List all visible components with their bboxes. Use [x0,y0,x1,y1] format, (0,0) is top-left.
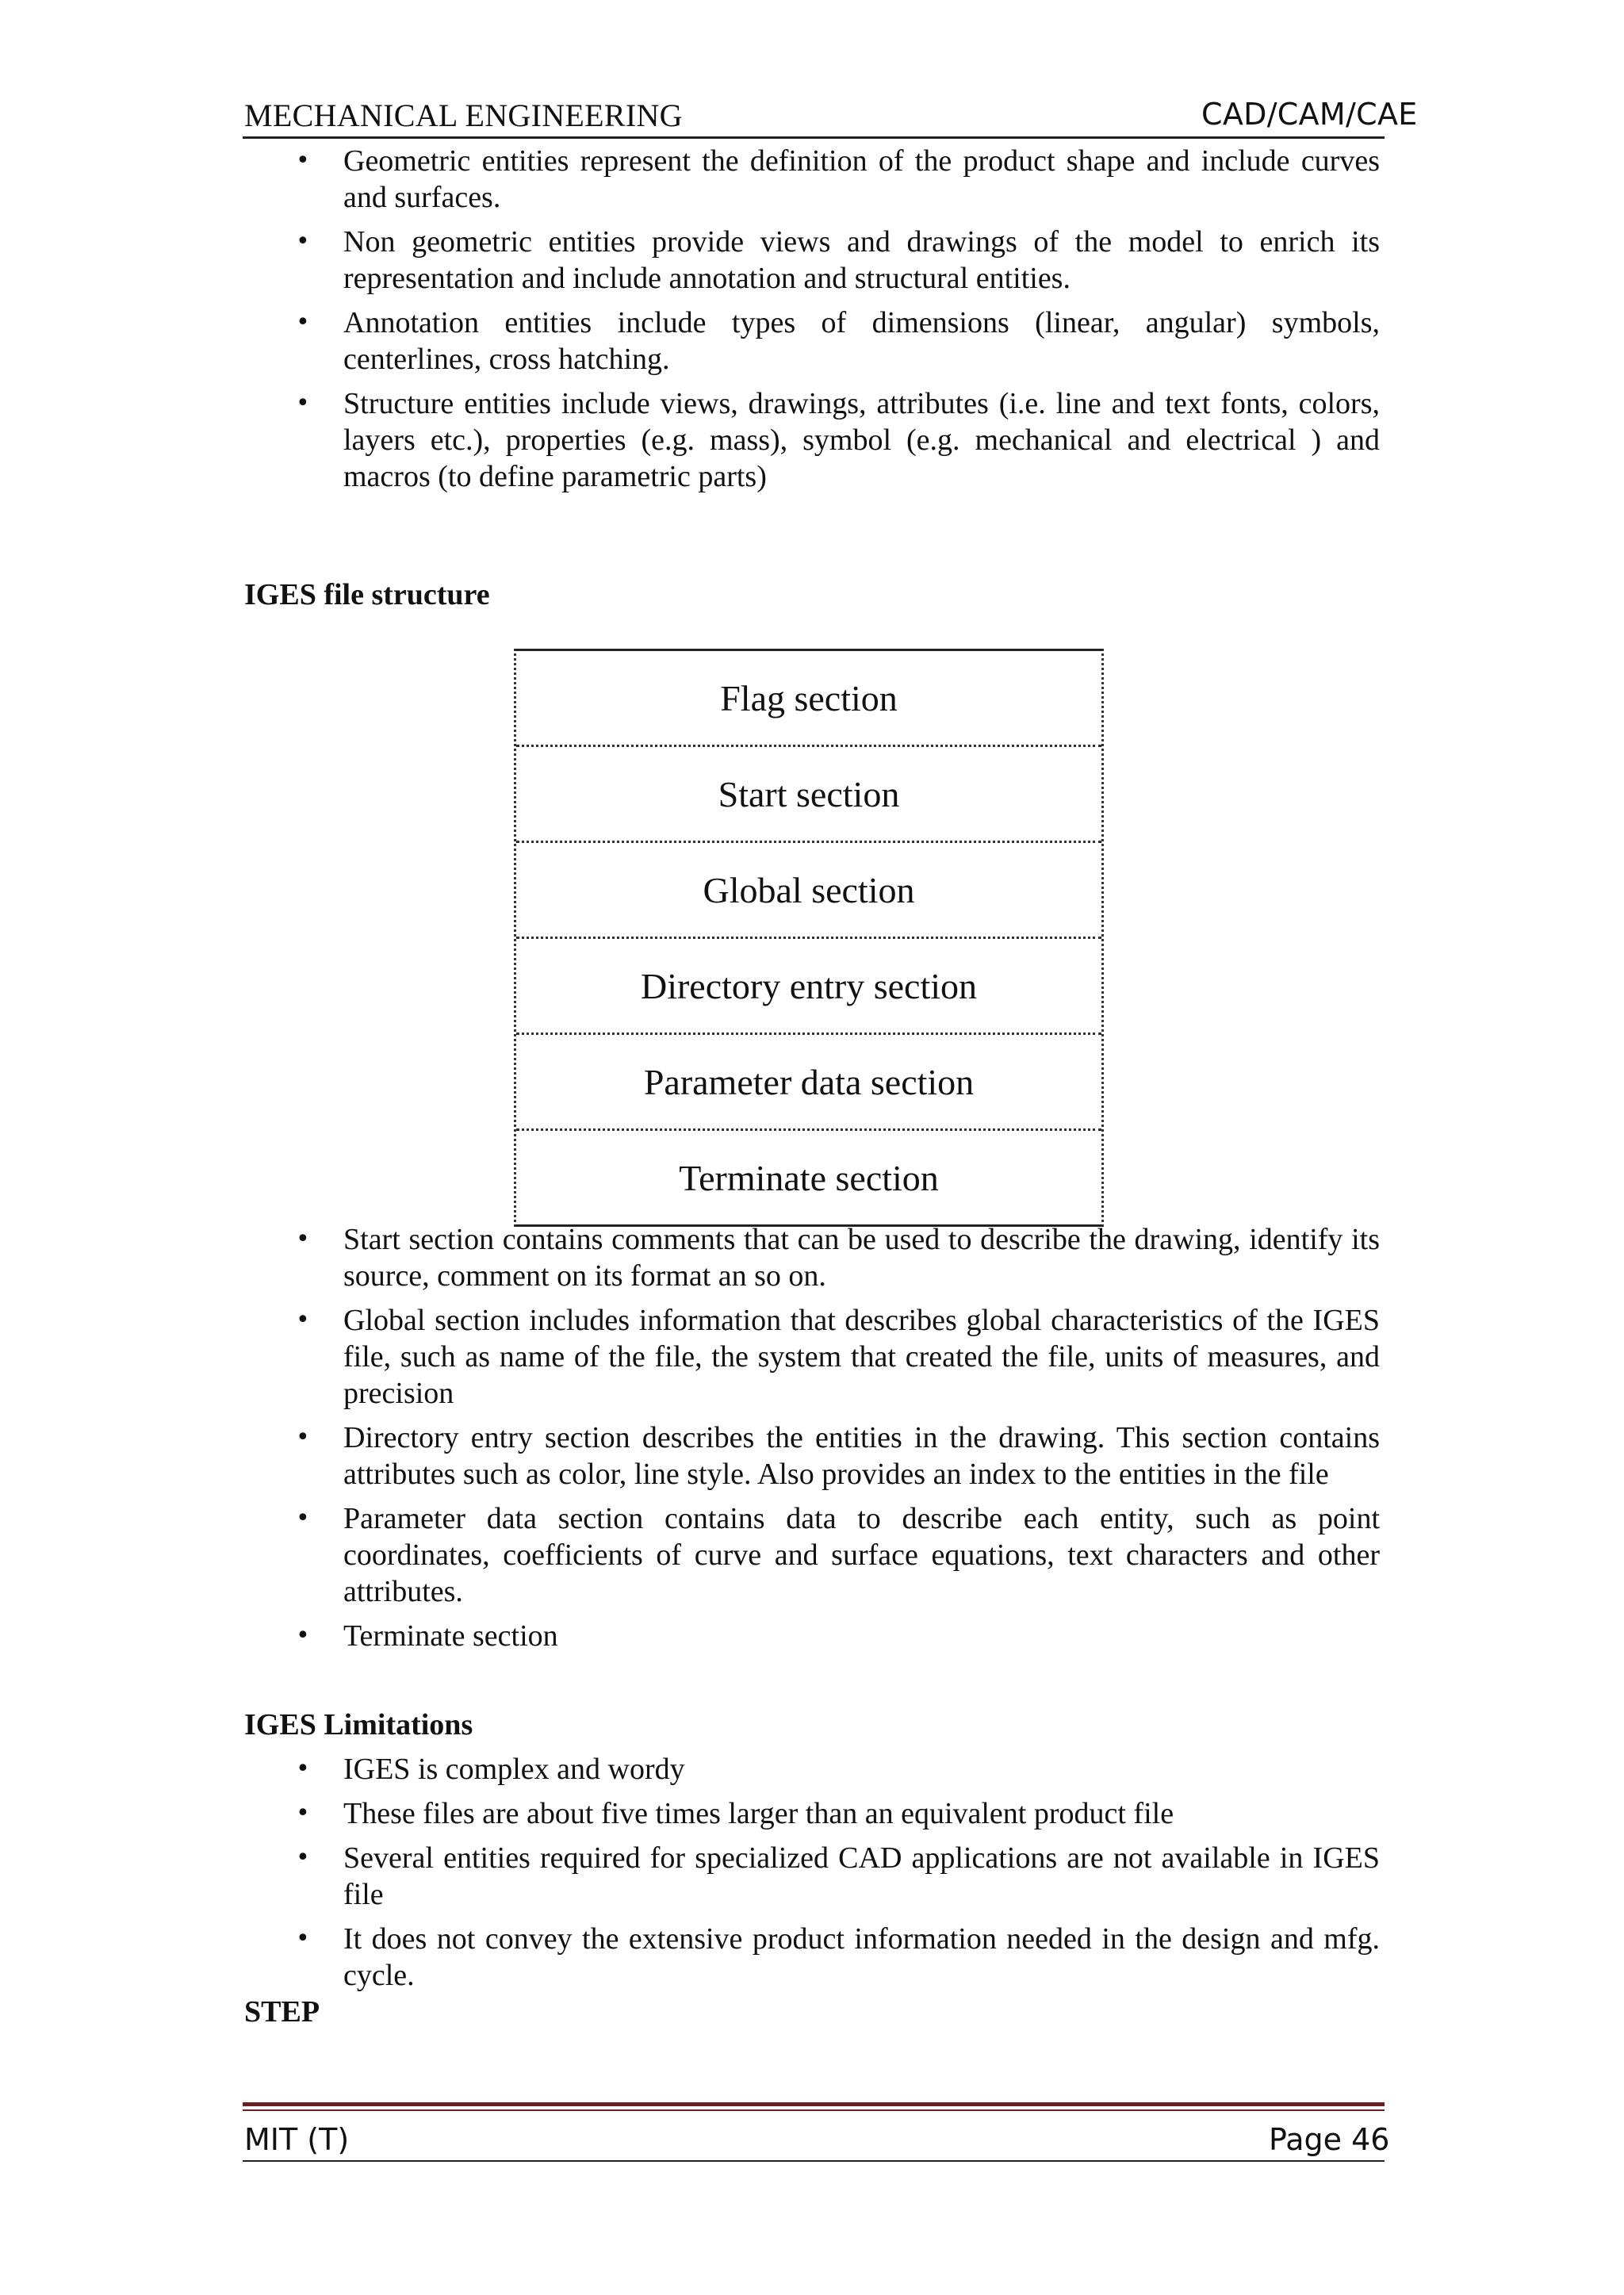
footer-rule-thick [243,2102,1385,2106]
bullet-text: Global section includes information that describes global characteristics of the IGES file, such as name of the file, the system that created the file, units of measures, and precision [343,1304,1380,1410]
step-heading: STEP [244,1995,320,2029]
iges-structure-heading: IGES file structure [244,578,490,611]
bullet-text: IGES is complex and wordy [343,1753,685,1786]
list-item [0,143,1624,216]
bullet-text: Parameter data section contains data to describe each entity, such as point coordinates, coefficients of curve and surface equations, text characters and other attributes. [343,1502,1380,1608]
list-item [0,1221,1624,1294]
header-title: MECHANICAL ENGINEERING [244,98,683,133]
bullet-text: Start section contains comments that can be used to describe the drawing, identify its source, comment on its format an so on. [343,1223,1380,1293]
bullet-text: Several entities required for specialized CAD applications are not available in IGES file [343,1841,1380,1911]
diagram-cell-flag: Flag section [720,677,898,718]
list-item [0,1751,1624,1787]
list-item [0,1795,1624,1832]
list-item [0,305,1624,377]
bullet-text: It does not convey the extensive product information needed in the design and mfg. cycle. [343,1922,1380,1992]
bullet-icon: • [296,308,310,336]
sections-bullet-list [0,1221,1624,1654]
bullet-icon: • [296,1925,310,1952]
diagram-cell-global: Global section [516,841,1101,937]
footer-page-number: Page 46 [1269,2122,1390,2157]
iges-structure-diagram [514,649,1104,1227]
bullet-text: Annotation entities include types of dimensions (linear, angular) symbols, centerlines, cross hatching. [343,306,1380,376]
list-item [0,1500,1624,1610]
bullet-icon: • [296,389,310,417]
bullet-icon: • [296,1306,310,1334]
bullet-icon: • [296,1504,310,1532]
bullet-icon: • [296,1225,310,1253]
bullet-text: These files are about five times larger than an equivalent product file [343,1797,1174,1830]
footer-bottom-rule [243,2160,1385,2162]
header-rule [243,136,1385,139]
intro-bullet-list [0,143,1624,495]
footer-rule-thin [243,2109,1385,2111]
iges-limitations-heading: IGES Limitations [244,1708,473,1741]
list-item [0,1840,1624,1913]
list-item [0,385,1624,495]
bullet-icon: • [296,1423,310,1451]
bullet-icon: • [296,147,310,174]
list-item [0,1420,1624,1492]
diagram-cell-terminate: Terminate section [516,1128,1101,1224]
bullet-text: Geometric entities represent the definition of the product shape and include curves and surfaces. [343,144,1380,214]
list-item [0,1921,1624,1994]
bullet-text: Non geometric entities provide views and drawings of the model to enrich its representation and include annotation and structural entities. [343,225,1380,295]
list-item [0,1618,1624,1654]
header-subject: CAD/CAM/CAE [1201,97,1418,132]
bullet-text: Terminate section [343,1619,558,1653]
bullet-icon: • [296,1755,310,1783]
bullet-icon: • [296,228,310,255]
bullet-icon: • [296,1799,310,1827]
bullet-icon: • [296,1622,310,1649]
bullet-text: Structure entities include views, drawings, attributes (i.e. line and text fonts, colors, layers etc.), properties (e.g. mass), symbol (e.g. mechanical and electrical ) and macros (to define parametric parts) [343,387,1380,493]
list-item [0,1302,1624,1412]
bullet-text: Directory entry section describes the entities in the drawing. This section contains attributes such as color, line style. Also provides an index to the entities in the file [343,1421,1380,1491]
diagram-cell-start: Start section [516,745,1101,841]
footer-institution: MIT (T) [244,2122,350,2157]
diagram-cell-parameter: Parameter data section [516,1033,1101,1128]
list-item [0,224,1624,297]
bullet-icon: • [296,1844,310,1872]
limitations-bullet-list [0,1751,1624,1994]
diagram-cell-directory: Directory entry section [516,937,1101,1033]
